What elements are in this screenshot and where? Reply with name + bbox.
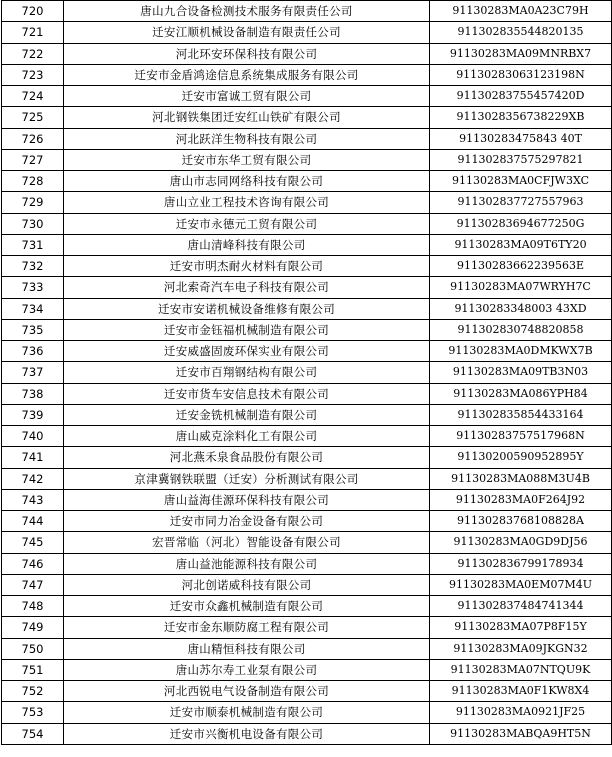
credit-code-cell: 91130283MA07WRYH7C: [430, 277, 612, 298]
credit-code-cell: 91130283MA0GD9DJ56: [430, 532, 612, 553]
company-name-cell: 宏晋常临（河北）智能设备有限公司: [64, 532, 430, 553]
row-number-cell: 730: [2, 213, 64, 234]
credit-code-cell: 91130283755457420D: [430, 86, 612, 107]
company-name-cell: 迁安市安诺机械设备维修有限公司: [64, 298, 430, 319]
company-name-cell: 迁安市明杰耐火材料有限公司: [64, 256, 430, 277]
credit-code-cell: 911302837484741344: [430, 596, 612, 617]
credit-code-cell: 91130283MA09MNRBX7: [430, 43, 612, 64]
table-row: [2, 341, 612, 362]
company-name-cell: 迁安市货车安信息技术有限公司: [64, 383, 430, 404]
company-name-cell: 唐山清峰科技有限公司: [64, 234, 430, 255]
company-name-cell: 河北环安环保科技有限公司: [64, 43, 430, 64]
credit-code-cell: 911302835544820135: [430, 22, 612, 43]
company-name-cell: 河北创诺威科技有限公司: [64, 574, 430, 595]
company-name-cell: 唐山益池能源科技有限公司: [64, 553, 430, 574]
row-number-cell: 722: [2, 43, 64, 64]
credit-code-cell: 91130283MA0DMKWX7B: [430, 341, 612, 362]
table-row: [2, 192, 612, 213]
company-name-cell: 迁安市金盾鸿途信息系统集成服务有限公司: [64, 64, 430, 85]
company-name-cell: 迁安市富诚工贸有限公司: [64, 86, 430, 107]
company-name-cell: 迁安市永德元工贸有限公司: [64, 213, 430, 234]
credit-code-cell: 91130283MA09TB3N03: [430, 362, 612, 383]
row-number-cell: 721: [2, 22, 64, 43]
credit-code-cell: 91130283757517968N: [430, 426, 612, 447]
company-name-cell: 迁安威盛固废环保实业有限公司: [64, 341, 430, 362]
credit-code-cell: 91130283MA086YPH84: [430, 383, 612, 404]
table-row: [2, 362, 612, 383]
company-name-cell: 迁安市兴衡机电设备有限公司: [64, 723, 430, 744]
row-number-cell: 741: [2, 447, 64, 468]
row-number-cell: 726: [2, 128, 64, 149]
table-row: [2, 702, 612, 723]
row-number-cell: 720: [2, 1, 64, 22]
credit-code-cell: 91130283MA0A23C79H: [430, 1, 612, 22]
row-number-cell: 745: [2, 532, 64, 553]
row-number-cell: 728: [2, 171, 64, 192]
credit-code-cell: 91130283MA0CFJW3XC: [430, 171, 612, 192]
table-row: [2, 128, 612, 149]
row-number-cell: 748: [2, 596, 64, 617]
row-number-cell: 725: [2, 107, 64, 128]
table-row: [2, 256, 612, 277]
row-number-cell: 737: [2, 362, 64, 383]
row-number-cell: 746: [2, 553, 64, 574]
credit-code-cell: 91130283768108828A: [430, 511, 612, 532]
table-row: [2, 107, 612, 128]
table-row: [2, 553, 612, 574]
company-name-cell: 河北燕禾泉食品股份有限公司: [64, 447, 430, 468]
credit-code-cell: 91130283MA088M3U4B: [430, 468, 612, 489]
table-row: [2, 298, 612, 319]
company-name-cell: 迁安江顺机械设备制造有限责任公司: [64, 22, 430, 43]
row-number-cell: 742: [2, 468, 64, 489]
company-name-cell: 唐山精恒科技有限公司: [64, 638, 430, 659]
table-row: [2, 149, 612, 170]
row-number-cell: 724: [2, 86, 64, 107]
company-name-cell: 唐山立业工程技术咨询有限公司: [64, 192, 430, 213]
credit-code-cell: 91130283MA0921JF25: [430, 702, 612, 723]
company-name-cell: 迁安金铣机械制造有限公司: [64, 404, 430, 425]
company-name-cell: 迁安市顺泰机械制造有限公司: [64, 702, 430, 723]
company-name-cell: 河北索奇汽车电子科技有限公司: [64, 277, 430, 298]
company-name-cell: 河北钢铁集团迁安红山铁矿有限公司: [64, 107, 430, 128]
table-row: [2, 404, 612, 425]
row-number-cell: 729: [2, 192, 64, 213]
row-number-cell: 750: [2, 638, 64, 659]
credit-code-cell: 91130283MA07P8F15Y: [430, 617, 612, 638]
table-row: [2, 1, 612, 22]
row-number-cell: 747: [2, 574, 64, 595]
company-name-cell: 迁安市金东顺防腐工程有限公司: [64, 617, 430, 638]
credit-code-cell: 91130283MA09T6TY20: [430, 234, 612, 255]
credit-code-cell: 911302837575297821: [430, 149, 612, 170]
credit-code-cell: 911302835854433164: [430, 404, 612, 425]
credit-code-cell: 91130283MA0F1KW8X4: [430, 681, 612, 702]
row-number-cell: 738: [2, 383, 64, 404]
row-number-cell: 732: [2, 256, 64, 277]
table-row: [2, 489, 612, 510]
row-number-cell: 751: [2, 659, 64, 680]
company-name-cell: 迁安市东华工贸有限公司: [64, 149, 430, 170]
row-number-cell: 733: [2, 277, 64, 298]
table-row: [2, 532, 612, 553]
row-number-cell: 735: [2, 319, 64, 340]
company-name-cell: 唐山威克涂料化工有限公司: [64, 426, 430, 447]
company-registry-table: [1, 0, 612, 745]
row-number-cell: 731: [2, 234, 64, 255]
table-row: [2, 468, 612, 489]
credit-code-cell: 91130283063123198N: [430, 64, 612, 85]
table-row: [2, 277, 612, 298]
company-name-cell: 京津冀钢铁联盟（迁安）分析测试有限公司: [64, 468, 430, 489]
row-number-cell: 752: [2, 681, 64, 702]
table-row: [2, 319, 612, 340]
table-row: [2, 659, 612, 680]
table-row: [2, 86, 612, 107]
table-row: [2, 213, 612, 234]
row-number-cell: 736: [2, 341, 64, 362]
table-row: [2, 638, 612, 659]
company-name-cell: 迁安市金钰福机械制造有限公司: [64, 319, 430, 340]
company-name-cell: 唐山市志同网络科技有限公司: [64, 171, 430, 192]
credit-code-cell: 91130283MA0EM07M4U: [430, 574, 612, 595]
row-number-cell: 749: [2, 617, 64, 638]
credit-code-cell: 91130283MA0F264J92: [430, 489, 612, 510]
row-number-cell: 723: [2, 64, 64, 85]
table-row: [2, 383, 612, 404]
credit-code-cell: 91130283MA09JKGN32: [430, 638, 612, 659]
row-number-cell: 743: [2, 489, 64, 510]
row-number-cell: 754: [2, 723, 64, 744]
table-row: [2, 64, 612, 85]
credit-code-cell: 911302837727557963: [430, 192, 612, 213]
table-row: [2, 574, 612, 595]
company-name-cell: 唐山苏尔寿工业泵有限公司: [64, 659, 430, 680]
credit-code-cell: 91130283MABQA9HT5N: [430, 723, 612, 744]
company-name-cell: 河北跃洋生物科技有限公司: [64, 128, 430, 149]
company-name-cell: 迁安市同力冶金设备有限公司: [64, 511, 430, 532]
credit-code-cell: 91130283694677250G: [430, 213, 612, 234]
company-name-cell: 迁安市众鑫机械制造有限公司: [64, 596, 430, 617]
credit-code-cell: 911302830748820858: [430, 319, 612, 340]
table-row: [2, 447, 612, 468]
table-row: [2, 723, 612, 744]
table-row: [2, 426, 612, 447]
credit-code-cell: 911302836799178934: [430, 553, 612, 574]
company-name-cell: 唐山九合设备检测技术服务有限责任公司: [64, 1, 430, 22]
company-name-cell: 唐山益海佳源环保科技有限公司: [64, 489, 430, 510]
row-number-cell: 753: [2, 702, 64, 723]
row-number-cell: 734: [2, 298, 64, 319]
credit-code-cell: 91130283348003 43XD: [430, 298, 612, 319]
table-row: [2, 43, 612, 64]
table-row: [2, 22, 612, 43]
company-name-cell: 迁安市百翔钢结构有限公司: [64, 362, 430, 383]
table-row: [2, 511, 612, 532]
row-number-cell: 744: [2, 511, 64, 532]
company-name-cell: 河北西锐电气设备制造有限公司: [64, 681, 430, 702]
table-body: [2, 1, 612, 745]
row-number-cell: 727: [2, 149, 64, 170]
credit-code-cell: 91130283662239563E: [430, 256, 612, 277]
credit-code-cell: 91130283MA07NTQU9K: [430, 659, 612, 680]
credit-code-cell: 91130283475843 40T: [430, 128, 612, 149]
table-row: [2, 617, 612, 638]
table-row: [2, 234, 612, 255]
table-row: [2, 596, 612, 617]
credit-code-cell: 91130200590952895Y: [430, 447, 612, 468]
table-row: [2, 171, 612, 192]
table-row: [2, 681, 612, 702]
credit-code-cell: 9113028356738229XB: [430, 107, 612, 128]
row-number-cell: 739: [2, 404, 64, 425]
row-number-cell: 740: [2, 426, 64, 447]
